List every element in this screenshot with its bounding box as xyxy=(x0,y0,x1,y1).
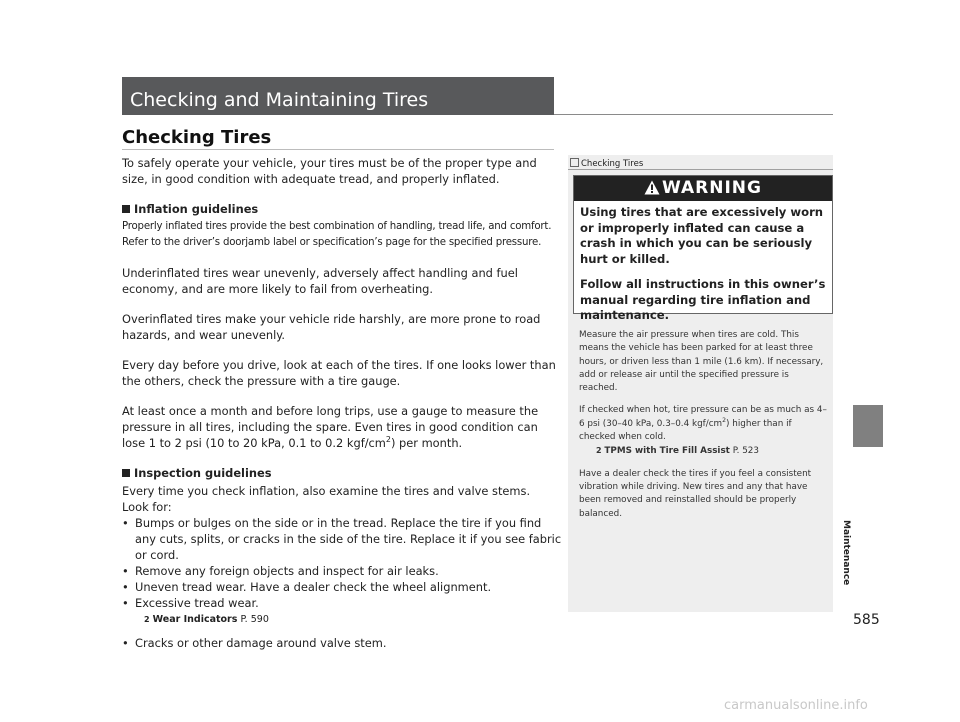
look-for-label: Look for: xyxy=(122,500,172,514)
note-rule xyxy=(568,169,833,170)
list-item-text: Excessive tread wear. xyxy=(135,596,259,610)
cross-reference-page: P. 590 xyxy=(240,614,269,625)
inflation-paragraph-3: Overinflated tires make your vehicle ride harshly, are more prone to road hazards, and wear unevenly. xyxy=(122,312,541,342)
list-item xyxy=(122,635,562,651)
list-item-text: Uneven tread wear. Have a dealer check the wheel alignment. xyxy=(135,580,492,594)
list-item xyxy=(122,595,562,611)
superscript: 2 xyxy=(385,435,391,445)
cross-reference-page: P. 523 xyxy=(732,446,760,457)
inflation-paragraph-2: Underinflated tires wear unevenly, adversely affect handling and fuel economy, and are more likely to fail from overheating. xyxy=(122,266,518,296)
inflation-subhead xyxy=(122,201,562,217)
note-paragraph-2 xyxy=(579,404,827,458)
square-bullet-icon xyxy=(122,205,130,213)
section-rule xyxy=(554,114,833,115)
note-title-text: Checking Tires xyxy=(581,159,644,169)
list-item-text: Remove any foreign objects and inspect for air leaks. xyxy=(135,564,439,578)
inflation-paragraph-5-text: At least once a month and before long trips, use a gauge to measure the pressure in all tires, including the spare. Even tires in good condition can lose 1 to 2 psi (10 to 20 kPa, 0.1 to 0.2 kgf/cm xyxy=(122,404,539,450)
page-number: 585 xyxy=(853,612,880,628)
bullet-dot: • xyxy=(122,636,129,650)
intro-paragraph: To safely operate your vehicle, your tires must be of the proper type and size, in good condition with adequate tread, and properly inflated. xyxy=(122,156,537,186)
list-item xyxy=(122,515,562,563)
list-item xyxy=(122,579,562,595)
inspection-subhead xyxy=(122,465,562,481)
wear-indicators-link[interactable] xyxy=(122,611,562,629)
inflation-paragraph-4: Every day before you drive, look at each of the tires. If one looks lower than the others, check the pressure with a tire gauge. xyxy=(122,358,556,388)
inspection-bullet-list xyxy=(122,515,562,611)
warning-text xyxy=(580,205,826,334)
inflation-paragraph-1: Properly inflated tires provide the best combination of handling, tread life, and comfort. Refer to the driver’s doorjamb label or specification’s page for the specified pressure. xyxy=(122,221,552,248)
bullet-dot: • xyxy=(122,516,129,530)
inflation-paragraph-5 xyxy=(122,403,562,451)
note-title xyxy=(570,158,643,169)
note-box-icon xyxy=(570,158,579,167)
inspection-bullet-list-last xyxy=(122,635,562,651)
superscript: 2 xyxy=(722,416,727,424)
warning-text-2: Follow all instructions in this owner’s manual regarding tire inflation and maintenance. xyxy=(580,277,826,322)
chapter-label: Maintenance xyxy=(841,520,851,586)
section-title: Checking and Maintaining Tires xyxy=(130,89,429,111)
note-paragraph-1: Measure the air pressure when tires are cold. This means the vehicle has been parked for at least three hours, or driven less than 1 mile (1.6 km). If necessary, add or release air until the specified pressure is reached. xyxy=(579,330,824,394)
list-item-text: Bumps or bulges on the side or in the tread. Replace the tire if you find any cuts, splits, or cracks in the side of the tire. Replace it if you see fabric or cord. xyxy=(135,516,562,562)
warning-triangle-icon xyxy=(644,180,660,195)
cross-reference-name: TPMS with Tire Fill Assist xyxy=(604,446,730,457)
watermark: carmanualsonline.info xyxy=(724,698,868,713)
cross-reference-arrow-icon: 2 xyxy=(144,615,150,624)
list-item-text: Cracks or other damage around valve stem. xyxy=(135,636,387,650)
warning-header xyxy=(574,176,832,201)
tpms-link[interactable] xyxy=(579,444,827,458)
inspection-subhead-text: Inspection guidelines xyxy=(134,466,272,480)
note-paragraph-2-text: If checked when hot, tire pressure can be as much as 4–6 psi (30–40 kPa, 0.3–0.4 kgf/cm xyxy=(579,405,827,429)
warning-box xyxy=(573,175,833,322)
bullet-dot: • xyxy=(122,564,129,578)
page-heading: Checking Tires xyxy=(122,127,272,148)
main-body xyxy=(122,155,562,651)
cross-reference-arrow-icon: 2 xyxy=(596,446,602,456)
inflation-paragraph-5-end: ) per month. xyxy=(390,436,463,450)
note-paragraph-3: Have a dealer check the tires if you feel a consistent vibration while driving. New tires and any that have been removed and reinstalled should be properly balanced. xyxy=(579,468,812,519)
warning-label: WARNING xyxy=(662,178,762,198)
note-paragraph-2-end: ) higher than if checked when cold. xyxy=(579,418,792,443)
square-bullet-icon xyxy=(122,469,130,477)
heading-rule xyxy=(122,149,554,150)
inflation-subhead-text: Inflation guidelines xyxy=(134,202,259,216)
bullet-dot: • xyxy=(122,580,129,594)
chapter-tab xyxy=(853,405,883,447)
warning-text-1: Using tires that are excessively worn or improperly inflated can cause a crash in which you can be seriously hurt or killed. xyxy=(580,205,824,266)
inspection-intro: Every time you check inflation, also examine the tires and valve stems. xyxy=(122,484,531,498)
cross-reference-name: Wear Indicators xyxy=(152,614,238,625)
list-item xyxy=(122,563,562,579)
note-body xyxy=(579,329,827,530)
bullet-dot: • xyxy=(122,596,129,610)
